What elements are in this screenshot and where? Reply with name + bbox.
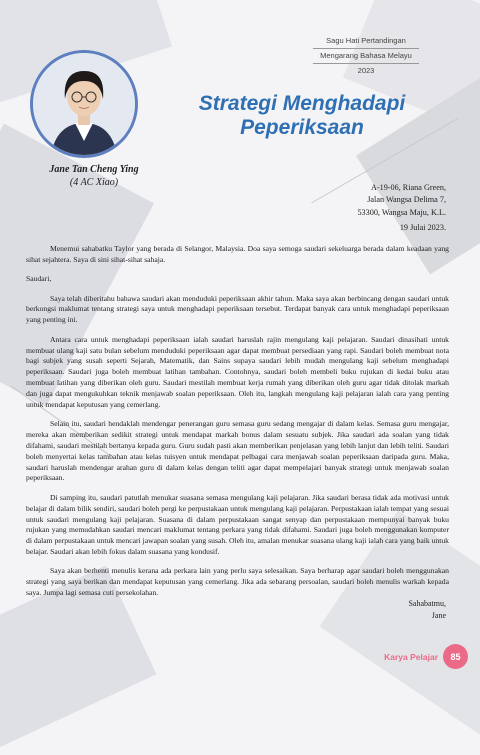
salutation: Saudari, (26, 274, 52, 284)
body-paragraph: Selain itu, saudari hendaklah mendengar penerangan guru semasa guru sedang mengajar di dalam kelas. Semasa guru mengajar, mereka akan memberikan sedikit strategi untuk mendapat markah bonus dalam sesuatu subjek. Jika saudari ada soalan yang tidak difahami, saudari mestilah bertanya kepada guru. Guru sudah pasti akan memberikan penjelasan yang lebih lanjut dan lebih teliti. Saudari boleh menyertai kelas tambahan atau kelas tuisyen untuk mendapat pelbagai cara menjawab soalan peperiksaan daripada guru. Maka, saudari haruslah mendengar arahan guru di dalam kelas dengan teliti agar dapat mempelajari banyak strategi untuk menjawab soalan peperiksaan. (26, 419, 449, 483)
author-photo (30, 50, 138, 158)
divider (313, 63, 419, 64)
title-line: Strategi Menghadapi (198, 92, 406, 115)
address-line: 53300, Wangsa Maju, K.L. (357, 207, 446, 217)
person-portrait-icon (33, 53, 135, 155)
signature-name: Jane (431, 610, 446, 620)
divider (313, 48, 419, 49)
author-class: (4 AC Xiao) (69, 176, 119, 188)
body-paragraph: Saya telah diberitahu bahawa saudari akan menduduki peperiksaan akhir tahun. Maka saya akan berbincang dengan saudari untuk berkongsi maklumat tentang strategi saya untuk menghadapi peperiksaan tersebut. Terdapat banyak cara untuk menghadapi peperiksaan yang penting ini. (26, 293, 449, 325)
competition-line: Mengarang Bahasa Melayu (320, 50, 412, 60)
competition-line: Sagu Hati Pertandingan (326, 36, 406, 45)
sender-address (357, 182, 446, 219)
competition-label (305, 36, 427, 75)
page-number: 85 (443, 644, 468, 669)
body-paragraph: Di samping itu, saudari patutlah menukar suasana semasa mengulang kaji pelajaran. Jika saudari berasa tidak ada motivasi untuk belajar di dalam bilik sendiri, saudari boleh pergi ke perpustakaan untuk mengulang kaji pelajaran. Perpustakaan ialah tempat yang sesuai untuk saudari mengulang kaji pelajaran. Suasana di dalam perpustakaan sangat senyap dan perpustakaan mempunyai banyak buku rujukan yang memudahkan saudari mencari maklumat tentang perkara yang tidak difahami. Saudari juga boleh menggunakan komputer di dalam perpustakaan untuk mencari jawapan soalan yang susah. Oleh itu, amalan menukar suasana ulang kaji ialah cara yang baik untuk belajar. Saudari akan lebih fokus dalam suasana yang kondusif. (26, 492, 449, 557)
section-label: Karya Pelajar (384, 651, 438, 662)
title-line: Peperiksaan (240, 115, 364, 139)
body-paragraph: Menemui sahabatku Taylor yang berada di Selangor, Malaysia. Doa saya semoga saudari sekeluarga berada dalam keadaan yang sihat sejahtera. Saya di sini sihat-sihat sahaja. (26, 244, 449, 264)
body-paragraph: Antara cara untuk menghadapi peperiksaan ialah saudari haruslah rajin mengulang kaji pelajaran. Saudari dinasihati untuk membuat ulang kaji satu bulan sebelum menduduki peperiksaan agar dapat membuat persediaan yang rapi. Saudari boleh membuat nota bagi subjek yang susah seperti Sejarah, Matematik, dan Sains supaya saudari lebih mudah mengulang kaji sebelum menghadapi peperiksaan. Saudari juga boleh membuat latihan tambahan. Contohnya, saudari boleh membeli buku rujukan di kedai buku atau membuat latihan yang diberikan oleh guru. Saudari mestilah membuat kerja rumah yang diberikan oleh guru agar tidak ditolak markah dan juga dapat mengukuhkan teknik menjawab soalan peperiksaan. Oleh itu, langkah mengulang kaji pelajaran ialah cara yang penting untuk mendapat keputusan yang cemerlang. (26, 334, 449, 409)
address-line: Jalan Wangsa Delima 7, (367, 195, 446, 205)
page-footer (384, 644, 468, 669)
article-title (152, 92, 452, 139)
author-info (30, 164, 158, 189)
letter-date: 19 Julai 2023. (399, 223, 446, 232)
closing-line: Sahabatmu, (408, 599, 446, 608)
competition-year: 2023 (357, 65, 375, 75)
body-paragraph: Saya akan berhenti menulis kerana ada perkara lain yang perlu saya selesaikan. Saya berharap agar saudari boleh menggunakan strategi yang saya berikan dan mendapat keputusan yang cemerlang. Jika ada sebarang persoalan, saudari boleh menulis warkah kepada saya. Jumpa lagi semasa cuti persekolahan. (26, 566, 449, 598)
author-name: Jane Tan Cheng Ying (49, 164, 139, 175)
address-line: A-19-06, Riana Green, (370, 183, 446, 192)
letter-body (26, 244, 449, 608)
letter-closing (408, 598, 446, 621)
